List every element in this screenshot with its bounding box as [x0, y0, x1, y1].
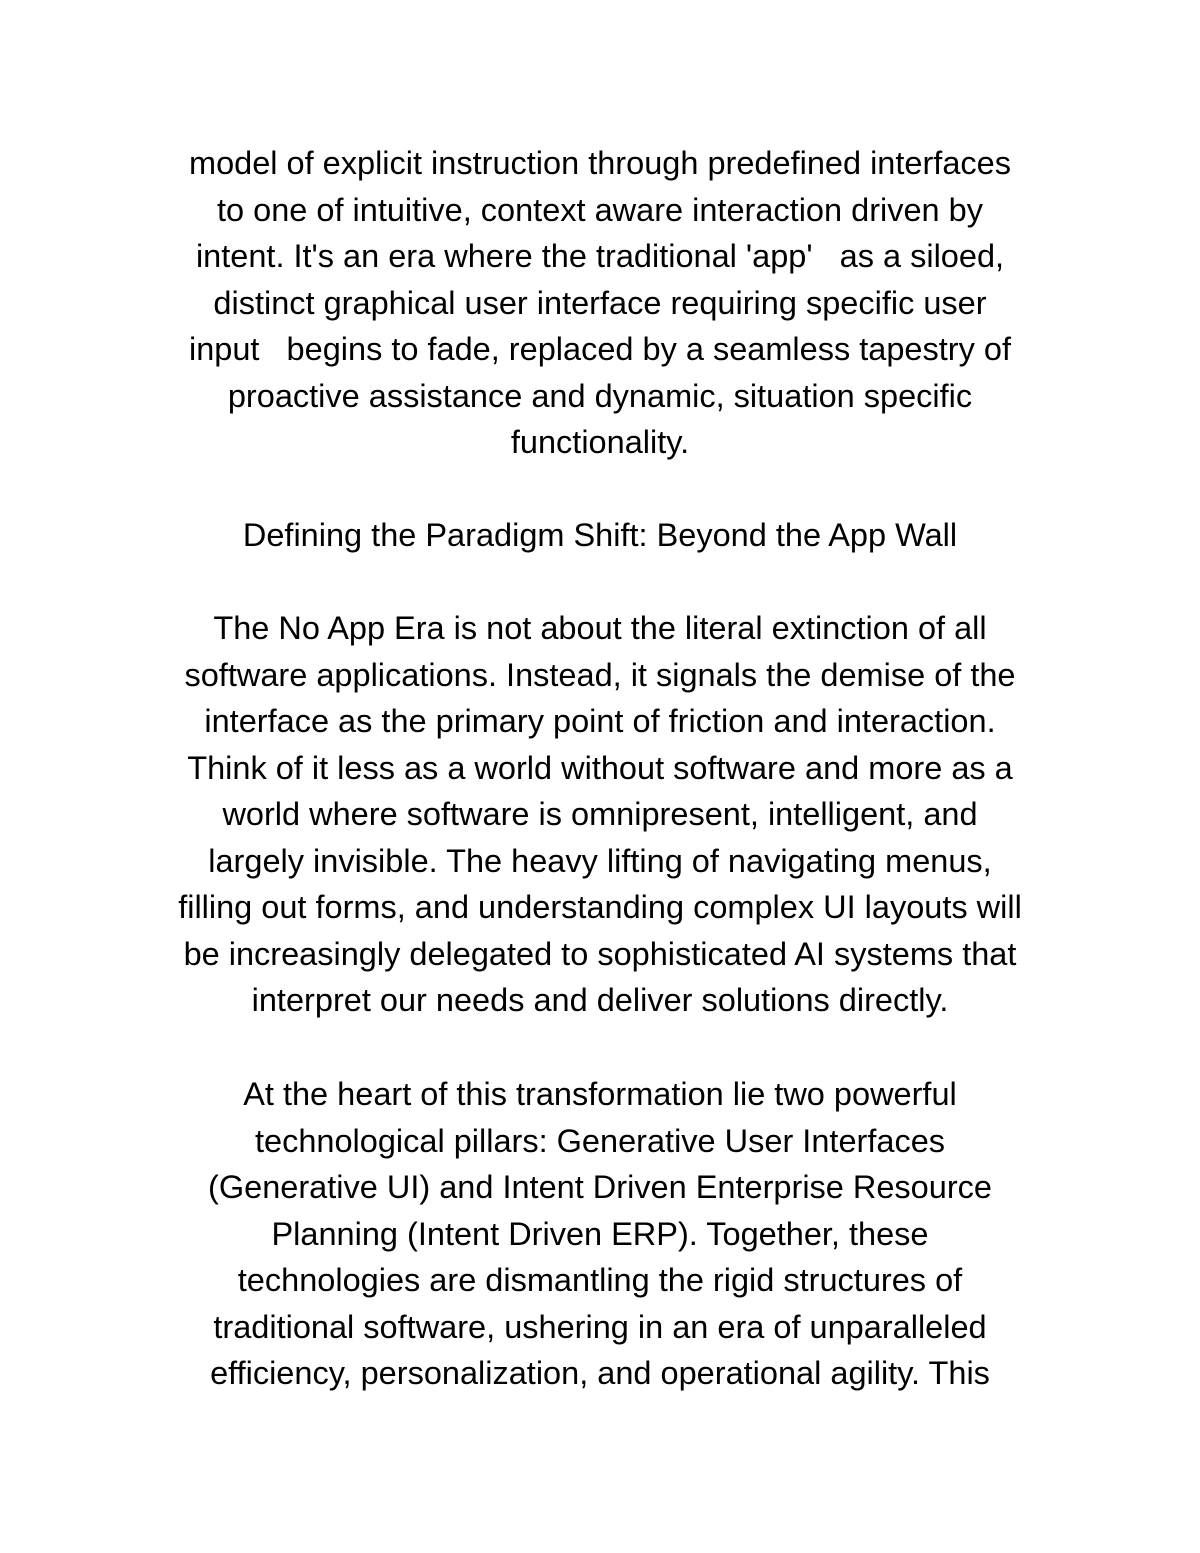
text-line: At the heart of this transformation lie two powerful [243, 1076, 957, 1112]
text-line: Think of it less as a world without software and more as a [187, 749, 1013, 786]
text-line: technological pillars: Generative User Interfaces [254, 1122, 946, 1159]
text-line: interpret our needs and deliver solutions directly. [251, 982, 949, 1018]
text-line: (Generative UI) and Intent Driven Enterprise Resource [208, 1169, 992, 1205]
text-line: The No App Era is not about the literal extinction of all [213, 610, 987, 646]
paragraph-no-app-era [100, 605, 1100, 1024]
heading-text: Defining the Paradigm Shift: Beyond the App Wall [242, 517, 958, 553]
text-line: filling out forms, and understanding complex UI layouts will [178, 889, 1022, 925]
paragraph-pillars [100, 1071, 1100, 1397]
text-line: proactive assistance and dynamic, situation specific [227, 377, 973, 414]
section-heading [100, 512, 1100, 559]
text-line: be increasingly delegated to sophisticated AI systems that [183, 935, 1017, 972]
text-line: largely invisible. The heavy lifting of navigating menus, [208, 842, 992, 879]
text-line: input begins to fade, replaced by a seamless tapestry of [188, 331, 1011, 367]
text-line: software applications. Instead, it signals the demise of the [184, 656, 1016, 693]
text-line: to one of intuitive, context aware interaction driven by [217, 191, 983, 228]
text-line: Planning (Intent Driven ERP). Together, these [271, 1215, 929, 1252]
text-line: intent. It's an era where the traditional 'app' as a siloed, [195, 238, 1005, 274]
text-line: technologies are dismantling the rigid structures of [237, 1262, 963, 1298]
text-line: functionality. [510, 424, 690, 460]
text-line: traditional software, ushering in an era of unparalleled [213, 1308, 987, 1345]
paragraph-intro [100, 140, 1100, 466]
text-line: efficiency, personalization, and operational agility. This [210, 1355, 990, 1391]
text-line: world where software is omnipresent, intelligent, and [222, 796, 978, 832]
text-line: distinct graphical user interface requiring specific user [213, 284, 987, 321]
text-line: interface as the primary point of friction and interaction. [204, 703, 996, 739]
text-line: model of explicit instruction through predefined interfaces [189, 145, 1011, 181]
